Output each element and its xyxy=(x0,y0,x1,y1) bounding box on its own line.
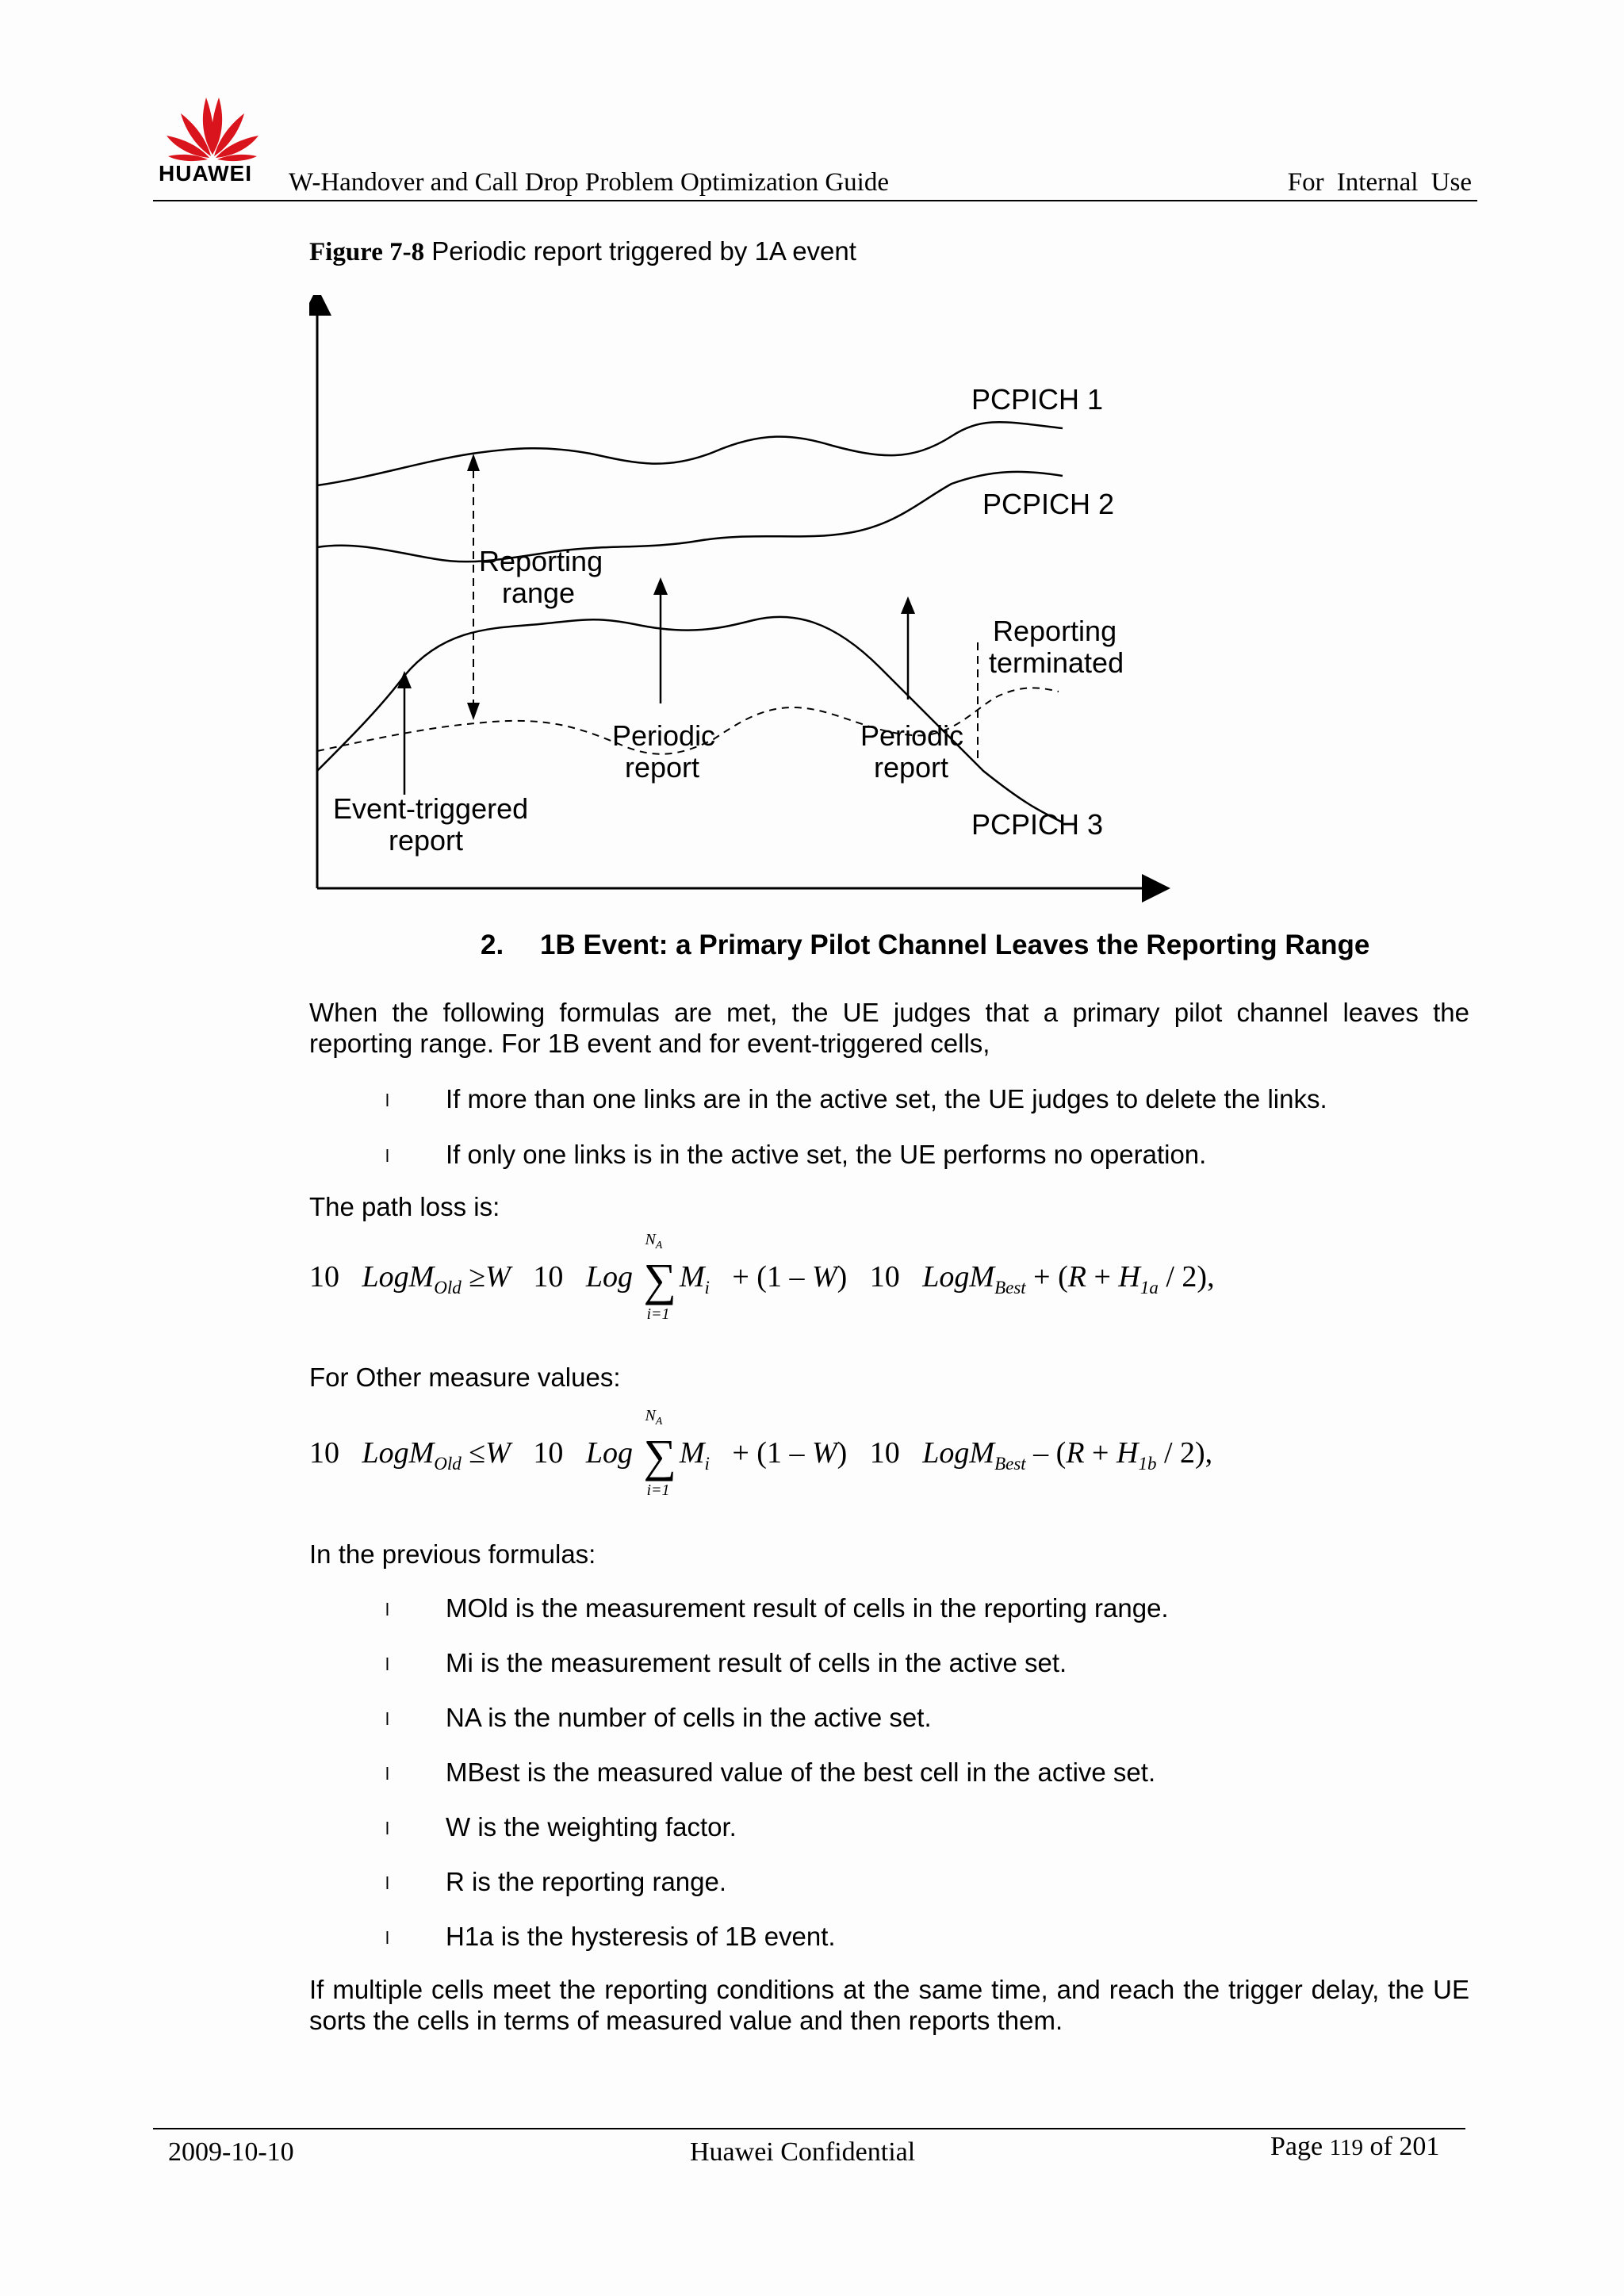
periodic-report-a-label-1: Periodic xyxy=(612,719,716,752)
periodic-report-a-label-2: report xyxy=(625,751,700,784)
list-item: l Mi is the measurement result of cells in the active set. xyxy=(385,1648,1067,1677)
header-rule xyxy=(153,200,1477,201)
intro-paragraph: When the following formulas are met, the UE judges that a primary pilot channel leaves the reporting range. For 1B event and for event-triggered cells, xyxy=(309,998,1469,1058)
figure-caption xyxy=(309,236,856,267)
reporting-range-label-2: range xyxy=(502,577,576,609)
pcpich1-curve xyxy=(317,422,1063,485)
event-triggered-label-1: Event-triggered xyxy=(333,792,529,825)
list-item: l R is the reporting range. xyxy=(385,1867,727,1896)
periodic-report-b-label-1: Periodic xyxy=(860,719,964,752)
list-item: l H1a is the hysteresis of 1B event. xyxy=(385,1922,836,1951)
other-values-paragraph: For Other measure values: xyxy=(309,1363,621,1392)
footer-confidential: Huawei Confidential xyxy=(690,2137,916,2167)
periodic-report-b-label-2: report xyxy=(874,751,949,784)
section-heading xyxy=(481,930,1369,961)
list-item: l MOld is the measurement result of cells in the reporting range. xyxy=(385,1593,1169,1623)
figure-label: Figure 7-8 xyxy=(309,238,425,266)
section-title: 1B Event: a Primary Pilot Channel Leaves the Reporting Range xyxy=(540,930,1370,960)
huawei-wordmark: HUAWEI xyxy=(159,161,252,186)
header-title: W-Handover and Call Drop Problem Optimization Guide xyxy=(289,168,890,197)
footer-rule xyxy=(153,2128,1465,2129)
list-item: l NA is the number of cells in the active set. xyxy=(385,1703,932,1732)
reporting-terminated-label-2: terminated xyxy=(989,646,1124,679)
pcpich1-label: PCPICH 1 xyxy=(971,383,1104,416)
event-triggered-label-2: report xyxy=(389,824,464,857)
path-loss-paragraph: The path loss is: xyxy=(309,1192,500,1221)
figure-caption-text: Periodic report triggered by 1A event xyxy=(424,236,856,266)
periodic-report-diagram xyxy=(309,295,1182,906)
pcpich2-curve xyxy=(317,472,1063,562)
previous-formulas-paragraph: In the previous formulas: xyxy=(309,1539,596,1569)
footer-date: 2009-10-10 xyxy=(168,2137,294,2167)
page-number: Page 119 of 201 xyxy=(1270,2132,1440,2161)
list-item: l MBest is the measured value of the best cell in the active set. xyxy=(385,1757,1156,1787)
section-number: 2. xyxy=(481,930,504,960)
pcpich2-label: PCPICH 2 xyxy=(982,488,1115,520)
closing-paragraph: If multiple cells meet the reporting conditions at the same time, and reach the trigger delay, the UE sorts the cells in terms of measured value and then reports them. xyxy=(309,1975,1469,2035)
formula-2: 10 LogM$_{Old}$ ≤W 10 Log ∑ $N_A$ i=1 $M_i$ + (1 – W) 10 LogM$_{Best}$ – $(R + H_{1b} / 2)$, xyxy=(309,1407,1213,1499)
header-classification: For Internal Use xyxy=(1287,168,1472,197)
pcpich3-label: PCPICH 3 xyxy=(971,808,1104,841)
list-item: l If only one links is in the active set, the UE performs no operation. xyxy=(385,1140,1207,1169)
list-item: l W is the weighting factor. xyxy=(385,1812,737,1842)
formula-1: 10 LogM$_{Old}$ ≥W 10 Log ∑ $N_A$ i=1 $M_i$ + (1 – W) 10 LogM$_{Best}$ + $(R + H_{1a} / 2)$, xyxy=(309,1231,1215,1323)
reporting-terminated-label-1: Reporting xyxy=(993,615,1117,647)
reporting-range-label-1: Reporting xyxy=(479,545,603,577)
list-item: l If more than one links are in the active set, the UE judges to delete the links. xyxy=(385,1084,1327,1114)
